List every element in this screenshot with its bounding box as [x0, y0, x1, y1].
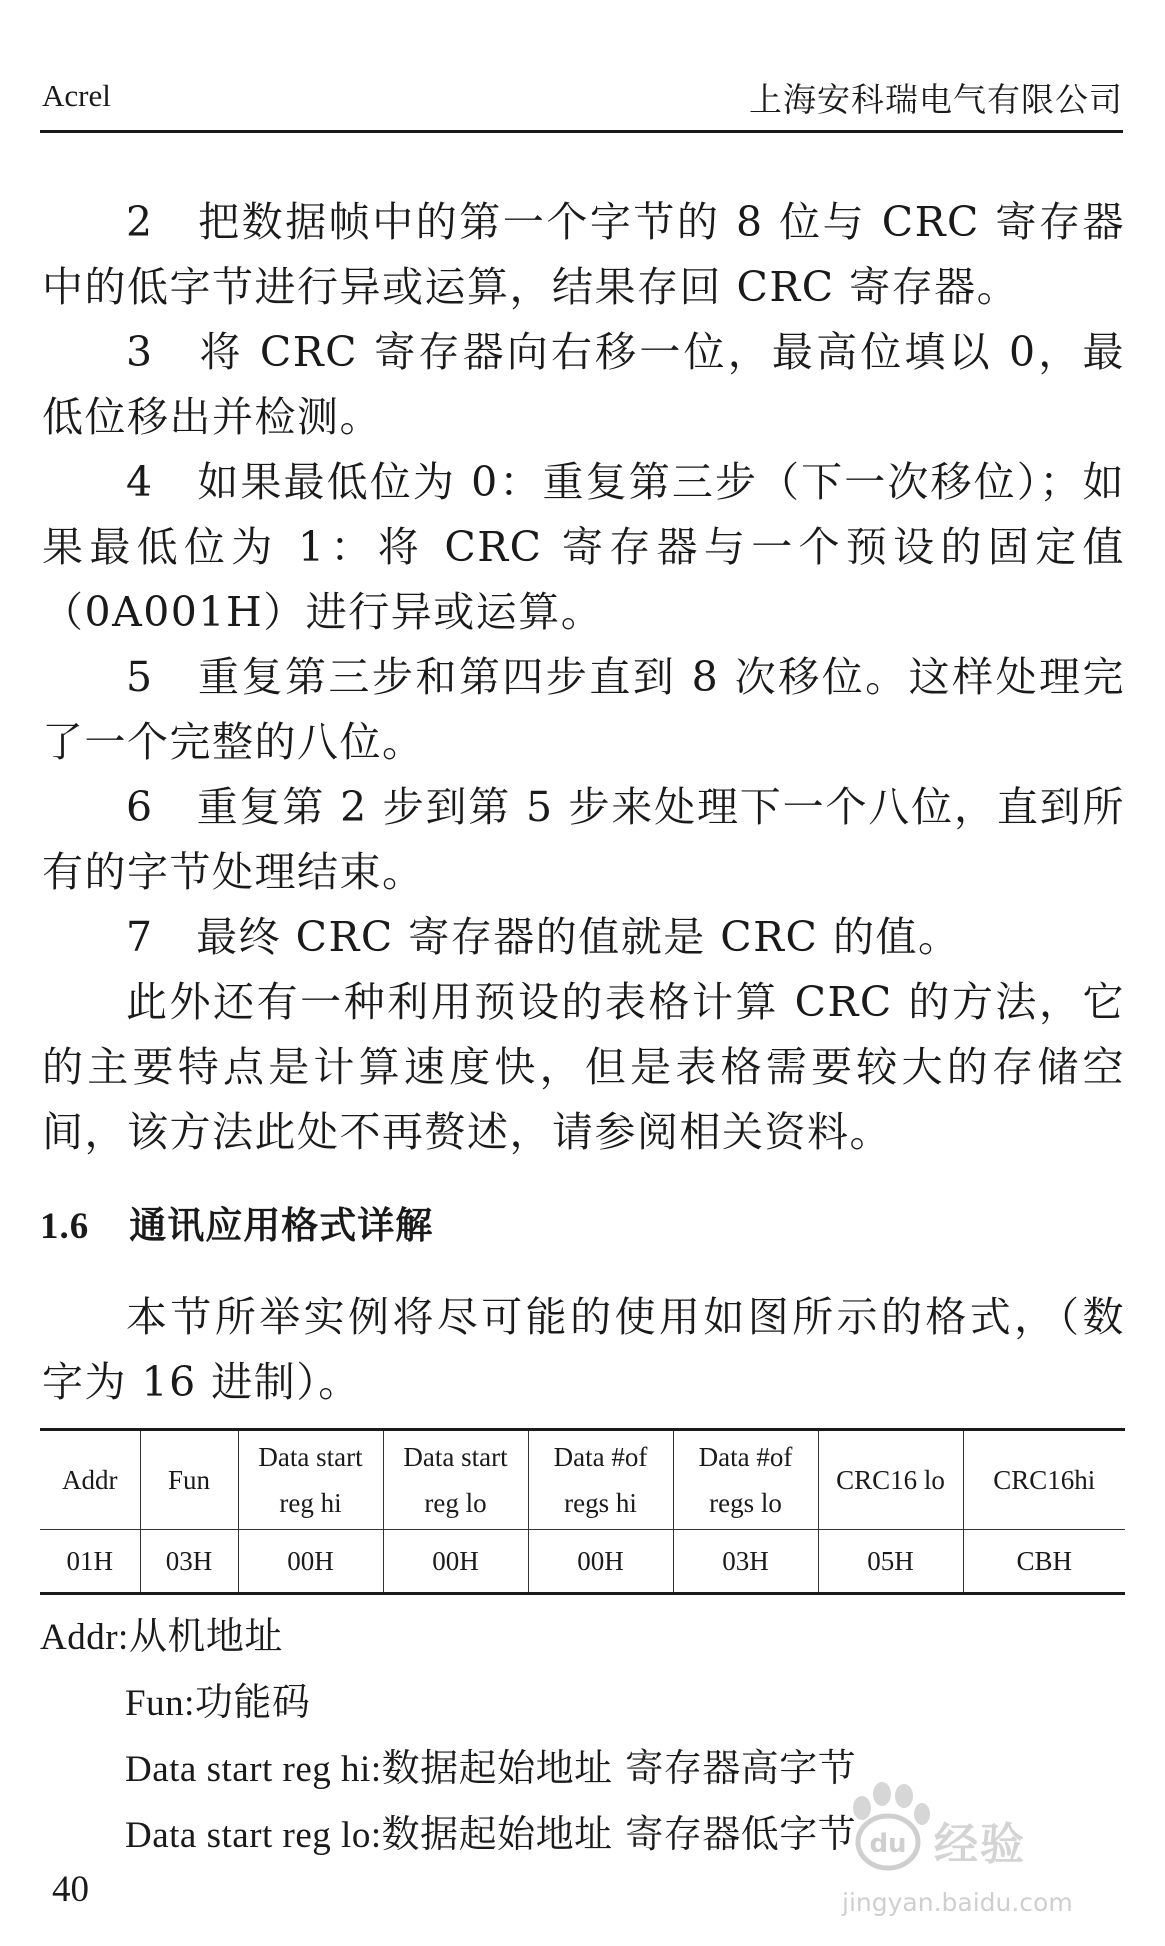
step-5: 5 重复第三步和第四步直到 8 次移位。这样处理完了一个完整的八位。	[42, 653, 1125, 766]
cell-data-start-reg-lo: 00H	[383, 1530, 528, 1594]
definition-fun: Fun:功能码	[125, 1680, 311, 1724]
cell-crc16-lo: 05H	[818, 1530, 963, 1594]
header-data-regs-lo: Data #of regs lo	[673, 1430, 818, 1530]
header-crc16-hi: CRC16hi	[963, 1430, 1125, 1530]
baidu-jingyan-watermark	[842, 1780, 1142, 1930]
definition-addr: Addr:从机地址	[40, 1614, 283, 1658]
header-data-regs-hi: Data #of regs hi	[528, 1430, 673, 1530]
step-6: 6 重复第 2 步到第 5 步来处理下一个八位，直到所有的字节处理结束。	[42, 783, 1125, 896]
cell-crc16-hi: CBH	[963, 1530, 1125, 1594]
step-3: 3 将 CRC 寄存器向右移一位，最高位填以 0，最低位移出并检测。	[42, 328, 1125, 441]
intro-paragraph: 本节所举实例将尽可能的使用如图所示的格式，（数字为 16 进制）。	[42, 1293, 1125, 1406]
step-2: 2 把数据帧中的第一个字节的 8 位与 CRC 寄存器中的低字节进行异或运算，结果存回 CRC 寄存器。	[42, 198, 1125, 311]
page-header	[40, 60, 1123, 133]
cell-data-regs-hi: 00H	[528, 1530, 673, 1594]
table-method-note: 此外还有一种利用预设的表格计算 CRC 的方法，它的主要特点是计算速度快，但是表格需要较大的存储空间，该方法此处不再赘述，请参阅相关资料。	[42, 978, 1125, 1156]
step-7: 7 最终 CRC 寄存器的值就是 CRC 的值。	[126, 913, 961, 961]
section-title: 通讯应用格式详解	[129, 1204, 434, 1247]
definition-data-start-reg-lo: Data start reg lo:数据起始地址 寄存器低字节	[125, 1812, 857, 1856]
header-fun: Fun	[140, 1430, 238, 1530]
header-addr: Addr	[40, 1430, 140, 1530]
logo-du-text: du	[869, 1829, 907, 1859]
company-name: 上海安科瑞电气有限公司	[749, 80, 1123, 119]
steps-section	[42, 190, 1125, 1165]
intro-section	[42, 1285, 1125, 1415]
section-number: 1.6	[40, 1206, 90, 1247]
section-heading	[40, 1195, 433, 1249]
table-header-row	[40, 1430, 1125, 1530]
page-number: 40	[52, 1869, 89, 1910]
paw-logo-icon	[842, 1780, 934, 1880]
cell-data-start-reg-hi: 00H	[238, 1530, 383, 1594]
table-row	[40, 1530, 1125, 1594]
cell-addr: 01H	[40, 1530, 140, 1594]
cell-fun: 03H	[140, 1530, 238, 1594]
header-data-start-reg-lo: Data start reg lo	[383, 1430, 528, 1530]
watermark-text: 经验	[934, 1819, 1026, 1870]
brand-name: Acrel	[42, 78, 111, 113]
frame-format-table	[40, 1428, 1125, 1595]
step-4: 4 如果最低位为 0：重复第三步（下一次移位）；如果最低位为 1：将 CRC 寄存器与一个预设的固定值（0A001H）进行异或运算。	[42, 458, 1125, 636]
definition-data-start-reg-hi: Data start reg hi:数据起始地址 寄存器高字节	[125, 1746, 857, 1790]
cell-data-regs-lo: 03H	[673, 1530, 818, 1594]
header-crc16-lo: CRC16 lo	[818, 1430, 963, 1530]
watermark-url: jingyan.baidu.com	[842, 1888, 1073, 1917]
header-data-start-reg-hi: Data start reg hi	[238, 1430, 383, 1530]
